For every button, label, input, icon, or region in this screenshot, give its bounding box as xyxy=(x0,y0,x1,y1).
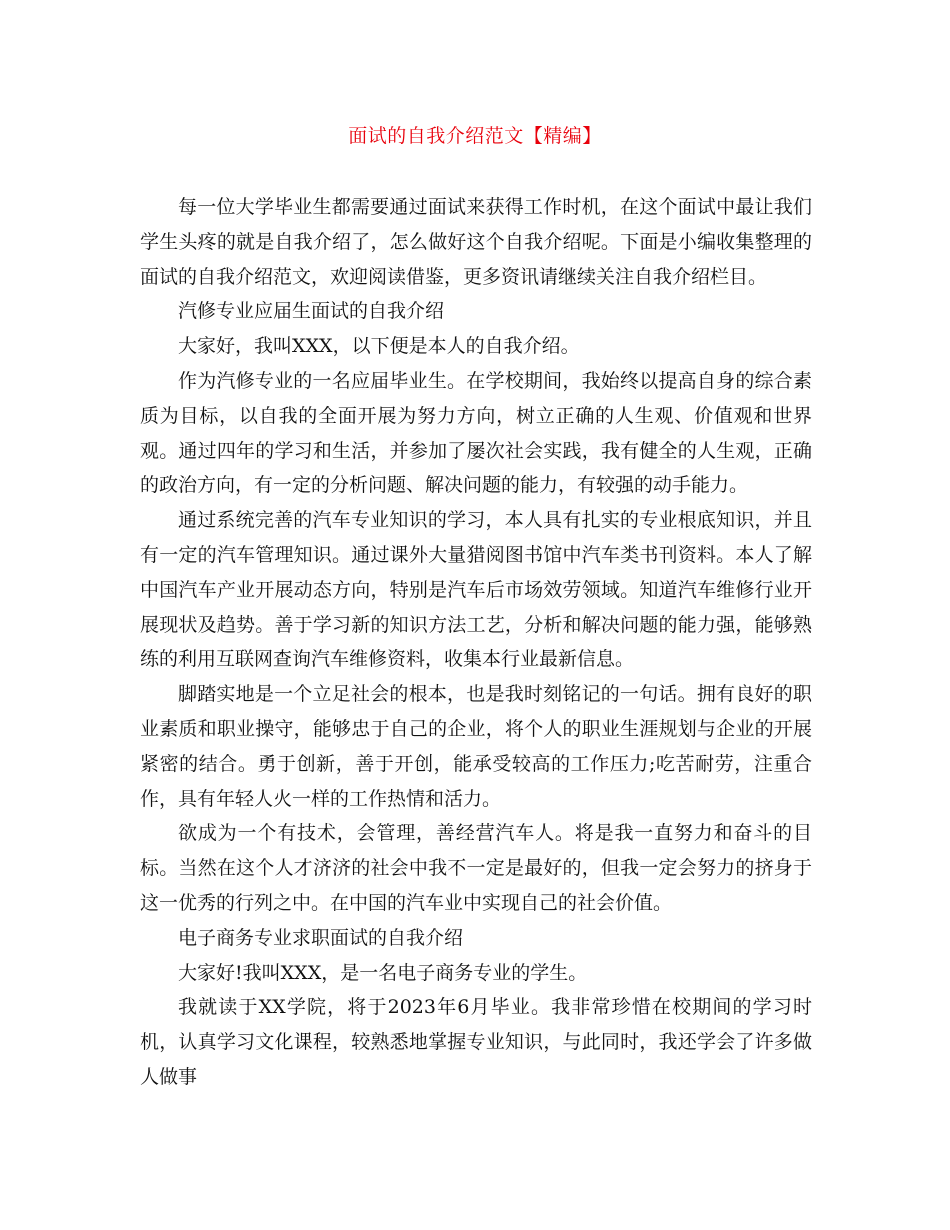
body-paragraph: 欲成为一个有技术，会管理，善经营汽车人。将是我一直努力和奋斗的目标。当然在这个人才济济的社会中我不一定是最好的，但我一定会努力的挤身于这一优秀的行列之中。在中国的汽车业中实现自己的社会价值。 xyxy=(140,822,812,914)
document-body xyxy=(140,190,812,1095)
body-paragraph: 通过系统完善的汽车专业知识的学习，本人具有扎实的专业根底知识，并且有一定的汽车管理知识。通过课外大量猎阅图书馆中汽车类书刊资料。本人了解中国汽车产业开展动态方向，特别是汽车后市场效劳领域。知道汽车维修行业开展现状及趋势。善于学习新的知识方法工艺，分析和解决问题的能力强，能够熟练的利用互联网查询汽车维修资料，收集本行业最新信息。 xyxy=(140,509,812,671)
greeting-paragraph: 大家好!我叫XXX，是一名电子商务专业的学生。 xyxy=(178,961,588,984)
body-paragraph: 我就读于XX学院，将于2023年6月毕业。我非常珍惜在校期间的学习时机，认真学习文化课程，较熟悉地掌握专业知识，与此同时，我还学会了许多做人做事 xyxy=(140,996,812,1088)
greeting-paragraph: 大家好，我叫XXX，以下便是本人的自我介绍。 xyxy=(178,335,580,358)
body-paragraph: 脚踏实地是一个立足社会的根本，也是我时刻铭记的一句话。拥有良好的职业素质和职业操守，能够忠于自己的企业，将个人的职业生涯规划与企业的开展紧密的结合。勇于创新，善于开创，能承受较高的工作压力;吃苦耐劳，注重合作，具有年轻人火一样的工作热情和活力。 xyxy=(140,683,812,810)
section-heading-auto-repair: 汽修专业应届生面试的自我介绍 xyxy=(178,300,445,323)
body-paragraph: 作为汽修专业的一名应届毕业生。在学校期间，我始终以提高自身的综合素质为目标，以自我的全面开展为努力方向，树立正确的人生观、价值观和世界观。通过四年的学习和生活，并参加了屡次社会实践，我有健全的人生观，正确的政治方向，有一定的分析问题、解决问题的能力，有较强的动手能力。 xyxy=(140,369,812,497)
page-title: 面试的自我介绍范文【精编】 xyxy=(348,125,602,147)
section-heading-ecommerce: 电子商务专业求职面试的自我介绍 xyxy=(178,926,464,949)
intro-paragraph: 每一位大学毕业生都需要通过面试来获得工作时机，在这个面试中最让我们学生头疼的就是自我介绍了，怎么做好这个自我介绍呢。下面是小编收集整理的面试的自我介绍范文，欢迎阅读借鉴，更多资讯请继续关注自我介绍栏目。 xyxy=(140,196,812,288)
